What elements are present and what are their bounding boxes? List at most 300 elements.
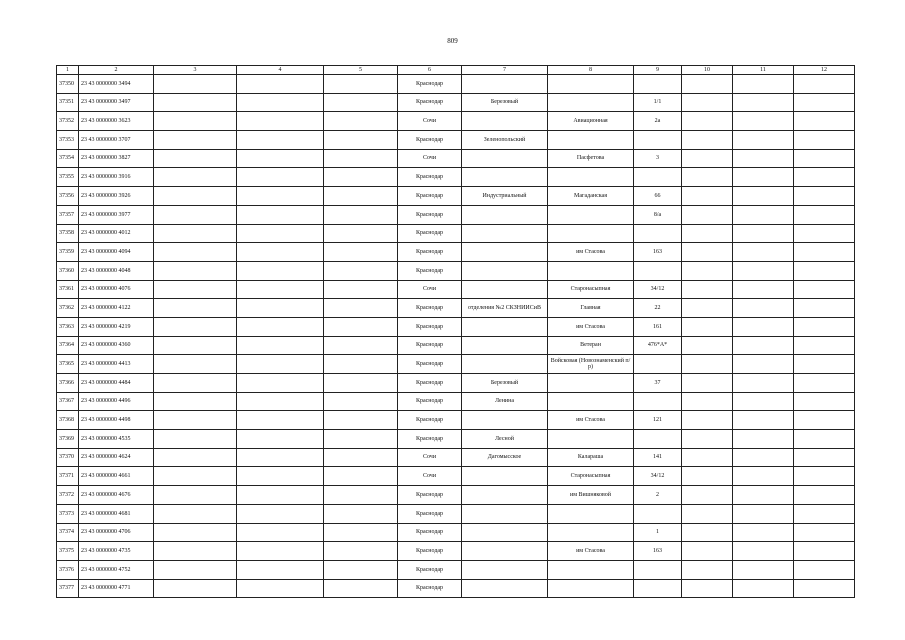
table-cell — [324, 336, 398, 355]
table-cell: 37354 — [57, 149, 79, 168]
table-cell — [154, 75, 237, 94]
table-cell — [237, 280, 324, 299]
table-cell — [154, 317, 237, 336]
table-cell — [154, 131, 237, 150]
table-cell — [548, 579, 634, 598]
table-row — [57, 317, 855, 336]
table-cell — [794, 243, 855, 262]
column-header-6: 6 — [398, 66, 462, 75]
table-cell — [237, 542, 324, 561]
table-cell — [154, 448, 237, 467]
table-cell: 23 43 0000000 4676 — [79, 486, 154, 505]
table-cell — [548, 205, 634, 224]
table-cell: 34/12 — [634, 467, 682, 486]
table-cell — [154, 336, 237, 355]
table-cell — [682, 430, 733, 449]
table-cell — [324, 579, 398, 598]
table-cell — [682, 93, 733, 112]
table-cell: 37369 — [57, 430, 79, 449]
table-cell: 37366 — [57, 374, 79, 393]
table-cell — [324, 168, 398, 187]
table-cell: отделения №2 СКЗНИИСиВ — [462, 299, 548, 318]
table-cell — [794, 224, 855, 243]
table-cell: 8/а — [634, 205, 682, 224]
table-cell — [324, 75, 398, 94]
table-cell — [154, 280, 237, 299]
table-cell — [682, 392, 733, 411]
table-cell: 37365 — [57, 355, 79, 374]
table-cell — [794, 317, 855, 336]
table-cell — [462, 336, 548, 355]
table-row — [57, 448, 855, 467]
table-cell: Сочи — [398, 112, 462, 131]
table-cell — [324, 131, 398, 150]
table-cell — [682, 336, 733, 355]
table-cell — [237, 523, 324, 542]
table-cell — [794, 467, 855, 486]
table-cell — [794, 280, 855, 299]
column-header-2: 2 — [79, 66, 154, 75]
table-cell — [548, 392, 634, 411]
table-cell: Ленина — [462, 392, 548, 411]
table-cell — [733, 411, 794, 430]
table-cell — [733, 486, 794, 505]
table-cell — [462, 243, 548, 262]
table-cell: Краснодар — [398, 542, 462, 561]
table-cell — [154, 261, 237, 280]
table-cell — [682, 448, 733, 467]
table-cell: Краснодар — [398, 243, 462, 262]
table-row — [57, 467, 855, 486]
table-cell — [794, 336, 855, 355]
table-cell: 37360 — [57, 261, 79, 280]
table-cell — [733, 224, 794, 243]
table-cell — [154, 430, 237, 449]
table-cell — [794, 355, 855, 374]
table-cell: 37364 — [57, 336, 79, 355]
table-cell — [324, 299, 398, 318]
table-cell — [794, 205, 855, 224]
table-cell: 37359 — [57, 243, 79, 262]
column-header-9: 9 — [634, 66, 682, 75]
table-cell: Краснодар — [398, 560, 462, 579]
column-header-11: 11 — [733, 66, 794, 75]
table-cell: Краснодар — [398, 299, 462, 318]
table-cell: 23 43 0000000 4048 — [79, 261, 154, 280]
table-cell — [794, 504, 855, 523]
table-cell: Краснодар — [398, 187, 462, 206]
table-cell — [462, 467, 548, 486]
table-cell — [733, 131, 794, 150]
table-cell — [237, 504, 324, 523]
table-cell — [462, 355, 548, 374]
table-cell — [794, 149, 855, 168]
table-cell — [324, 374, 398, 393]
table-cell: Старонасыпная — [548, 280, 634, 299]
table-cell — [324, 411, 398, 430]
table-cell — [237, 430, 324, 449]
table-cell — [634, 392, 682, 411]
table-cell — [548, 261, 634, 280]
table-cell: Краснодар — [398, 168, 462, 187]
table-cell — [794, 392, 855, 411]
table-cell: 2 — [634, 486, 682, 505]
table-cell — [634, 75, 682, 94]
table-cell: 1/1 — [634, 93, 682, 112]
table-cell — [237, 467, 324, 486]
table-cell — [462, 224, 548, 243]
table-cell: Краснодар — [398, 504, 462, 523]
table-row — [57, 75, 855, 94]
table-cell: 23 43 0000000 3707 — [79, 131, 154, 150]
column-header-1: 1 — [57, 66, 79, 75]
table-cell — [682, 112, 733, 131]
table-cell: 22 — [634, 299, 682, 318]
table-cell — [237, 243, 324, 262]
table-cell — [237, 336, 324, 355]
table-cell — [548, 131, 634, 150]
table-cell — [682, 355, 733, 374]
table-cell — [324, 317, 398, 336]
table-cell — [154, 205, 237, 224]
table-cell — [794, 131, 855, 150]
table-cell — [794, 168, 855, 187]
table-cell: 37351 — [57, 93, 79, 112]
table-cell — [154, 467, 237, 486]
table-cell — [324, 93, 398, 112]
table-cell: Краснодар — [398, 579, 462, 598]
table-cell: им Стасова — [548, 411, 634, 430]
table-cell — [682, 560, 733, 579]
table-cell: Краснодар — [398, 411, 462, 430]
table-cell — [733, 205, 794, 224]
table-cell — [237, 168, 324, 187]
table-cell — [733, 75, 794, 94]
table-row — [57, 430, 855, 449]
table-cell: 476*А* — [634, 336, 682, 355]
table-cell — [237, 224, 324, 243]
table-cell — [154, 486, 237, 505]
table-row — [57, 261, 855, 280]
table-row — [57, 392, 855, 411]
table-cell — [733, 243, 794, 262]
table-cell — [237, 93, 324, 112]
table-cell: 23 43 0000000 4681 — [79, 504, 154, 523]
table-cell — [682, 261, 733, 280]
table-cell — [548, 75, 634, 94]
table-cell: 121 — [634, 411, 682, 430]
table-cell: 34/12 — [634, 280, 682, 299]
table-cell — [733, 93, 794, 112]
table-cell: 37367 — [57, 392, 79, 411]
table-cell: 163 — [634, 542, 682, 561]
table-cell — [548, 224, 634, 243]
table-cell — [634, 504, 682, 523]
table-cell — [682, 299, 733, 318]
table-cell — [237, 411, 324, 430]
table-cell — [733, 392, 794, 411]
table-cell — [237, 486, 324, 505]
table-row — [57, 149, 855, 168]
table-cell — [237, 131, 324, 150]
table-cell: 23 43 0000000 4661 — [79, 467, 154, 486]
table-cell: Краснодар — [398, 205, 462, 224]
table-cell — [154, 504, 237, 523]
table-row — [57, 131, 855, 150]
table-cell — [682, 149, 733, 168]
table-cell — [324, 280, 398, 299]
table-cell — [154, 374, 237, 393]
table-cell — [634, 430, 682, 449]
table-cell: 37358 — [57, 224, 79, 243]
table-cell: 23 43 0000000 4752 — [79, 560, 154, 579]
table-cell — [154, 411, 237, 430]
table-cell: им Стасова — [548, 317, 634, 336]
table-cell — [682, 131, 733, 150]
table-cell — [794, 299, 855, 318]
table-cell — [682, 467, 733, 486]
table-cell — [462, 523, 548, 542]
table-cell: Краснодар — [398, 336, 462, 355]
table-cell: 37362 — [57, 299, 79, 318]
table-cell — [682, 542, 733, 561]
table-cell — [794, 93, 855, 112]
table-cell — [548, 430, 634, 449]
table-cell: 37371 — [57, 467, 79, 486]
table-row — [57, 374, 855, 393]
table-cell — [548, 504, 634, 523]
table-cell: 23 43 0000000 4496 — [79, 392, 154, 411]
table-row — [57, 243, 855, 262]
table-row — [57, 336, 855, 355]
table-cell — [462, 205, 548, 224]
table-cell — [548, 168, 634, 187]
table-cell: Краснодар — [398, 131, 462, 150]
table-cell — [237, 112, 324, 131]
table-cell — [154, 560, 237, 579]
table-cell: 141 — [634, 448, 682, 467]
table-cell: 1 — [634, 523, 682, 542]
table-cell: 37356 — [57, 187, 79, 206]
table-cell: 37352 — [57, 112, 79, 131]
table-cell: 23 43 0000000 4012 — [79, 224, 154, 243]
table-cell — [324, 261, 398, 280]
table-cell: 23 43 0000000 4771 — [79, 579, 154, 598]
table-cell — [324, 205, 398, 224]
table-cell: 37355 — [57, 168, 79, 187]
table-cell — [733, 579, 794, 598]
table-cell — [237, 205, 324, 224]
table-cell — [733, 374, 794, 393]
table-cell — [733, 542, 794, 561]
table-cell — [682, 168, 733, 187]
table-cell — [682, 243, 733, 262]
table-cell — [154, 168, 237, 187]
table-cell: Ветеран — [548, 336, 634, 355]
table-cell — [324, 243, 398, 262]
column-header-10: 10 — [682, 66, 733, 75]
table-cell: 161 — [634, 317, 682, 336]
table-cell: 23 43 0000000 4413 — [79, 355, 154, 374]
table-cell: 23 43 0000000 3494 — [79, 75, 154, 94]
table-cell: Пасфетова — [548, 149, 634, 168]
table-row — [57, 560, 855, 579]
table-cell: Калараша — [548, 448, 634, 467]
table-cell: 37368 — [57, 411, 79, 430]
table-row — [57, 355, 855, 374]
table-cell — [462, 579, 548, 598]
table-cell — [733, 317, 794, 336]
table-cell — [462, 149, 548, 168]
table-cell — [794, 187, 855, 206]
table-cell: Главная — [548, 299, 634, 318]
table-cell: им Стасова — [548, 243, 634, 262]
table-cell: 23 43 0000000 4076 — [79, 280, 154, 299]
table-cell — [548, 93, 634, 112]
table-cell — [462, 411, 548, 430]
table-cell — [324, 149, 398, 168]
table-row — [57, 486, 855, 505]
table-cell — [154, 523, 237, 542]
table-row — [57, 523, 855, 542]
table-cell — [324, 523, 398, 542]
table-cell — [682, 75, 733, 94]
table-cell — [324, 112, 398, 131]
table-cell — [324, 355, 398, 374]
table-cell: Краснодар — [398, 224, 462, 243]
table-cell: Старонасыпная — [548, 467, 634, 486]
table-cell — [794, 112, 855, 131]
table-cell: 66 — [634, 187, 682, 206]
table-cell: 37372 — [57, 486, 79, 505]
table-cell — [548, 374, 634, 393]
table-cell — [237, 75, 324, 94]
table-cell — [154, 93, 237, 112]
table-cell — [462, 317, 548, 336]
table-cell: Зеленопольский — [462, 131, 548, 150]
table-cell — [462, 112, 548, 131]
table-cell — [682, 486, 733, 505]
table-cell — [733, 112, 794, 131]
table-cell: 37361 — [57, 280, 79, 299]
table-cell — [237, 579, 324, 598]
page-number: 809 — [447, 37, 458, 45]
table-cell — [324, 187, 398, 206]
table-cell — [237, 187, 324, 206]
table-cell — [154, 243, 237, 262]
table-cell — [237, 317, 324, 336]
table-cell: Краснодар — [398, 523, 462, 542]
table-cell — [154, 542, 237, 561]
table-cell — [634, 355, 682, 374]
table-cell: Краснодар — [398, 93, 462, 112]
table-cell: 37374 — [57, 523, 79, 542]
table-cell — [733, 504, 794, 523]
table-cell — [634, 579, 682, 598]
table-cell — [682, 317, 733, 336]
table-cell — [634, 224, 682, 243]
table-cell — [794, 75, 855, 94]
table-cell — [154, 112, 237, 131]
table-cell — [733, 448, 794, 467]
table-cell: 23 43 0000000 3827 — [79, 149, 154, 168]
table-row — [57, 542, 855, 561]
table-cell — [733, 523, 794, 542]
table-cell — [324, 224, 398, 243]
table-cell — [154, 149, 237, 168]
table-cell: 23 43 0000000 4484 — [79, 374, 154, 393]
column-header-5: 5 — [324, 66, 398, 75]
table-cell — [733, 467, 794, 486]
table-cell: 23 43 0000000 4624 — [79, 448, 154, 467]
table-cell: 2а — [634, 112, 682, 131]
table-cell: Лесной — [462, 430, 548, 449]
table-cell — [794, 261, 855, 280]
table-cell: 3 — [634, 149, 682, 168]
table-cell — [733, 149, 794, 168]
table-cell: 23 43 0000000 4706 — [79, 523, 154, 542]
table-cell: Индустриальный — [462, 187, 548, 206]
table-cell — [682, 411, 733, 430]
table-cell: 163 — [634, 243, 682, 262]
table-cell — [733, 430, 794, 449]
table-cell — [682, 205, 733, 224]
table-cell — [237, 355, 324, 374]
table-cell: Краснодар — [398, 486, 462, 505]
table-cell: 37377 — [57, 579, 79, 598]
table-cell — [733, 280, 794, 299]
table-cell: 37350 — [57, 75, 79, 94]
table-cell — [634, 168, 682, 187]
table-cell — [462, 504, 548, 523]
table-cell — [324, 448, 398, 467]
table-cell: Березовый — [462, 374, 548, 393]
table-cell: 37370 — [57, 448, 79, 467]
table-cell — [324, 467, 398, 486]
table-cell — [733, 355, 794, 374]
table-cell: Сочи — [398, 280, 462, 299]
table-cell: 23 43 0000000 4360 — [79, 336, 154, 355]
table-cell: Сочи — [398, 467, 462, 486]
table-cell — [324, 392, 398, 411]
table-cell: 23 43 0000000 3926 — [79, 187, 154, 206]
table-cell — [682, 374, 733, 393]
table-cell: 23 43 0000000 4735 — [79, 542, 154, 561]
table-cell — [324, 486, 398, 505]
table-row — [57, 504, 855, 523]
table-row — [57, 168, 855, 187]
data-table — [56, 65, 855, 598]
table-cell — [324, 430, 398, 449]
table-cell: Краснодар — [398, 392, 462, 411]
table-cell — [548, 523, 634, 542]
table-cell: Сочи — [398, 149, 462, 168]
table-cell — [548, 560, 634, 579]
table-cell: им Стасова — [548, 542, 634, 561]
column-header-12: 12 — [794, 66, 855, 75]
table-cell: 23 43 0000000 3497 — [79, 93, 154, 112]
column-header-3: 3 — [154, 66, 237, 75]
table-cell — [324, 504, 398, 523]
table-row — [57, 224, 855, 243]
table-cell: 37363 — [57, 317, 79, 336]
table-cell: 23 43 0000000 4498 — [79, 411, 154, 430]
table-cell — [324, 560, 398, 579]
table-cell: Авиационная — [548, 112, 634, 131]
table-cell — [794, 486, 855, 505]
table-cell — [794, 523, 855, 542]
table-cell — [462, 560, 548, 579]
